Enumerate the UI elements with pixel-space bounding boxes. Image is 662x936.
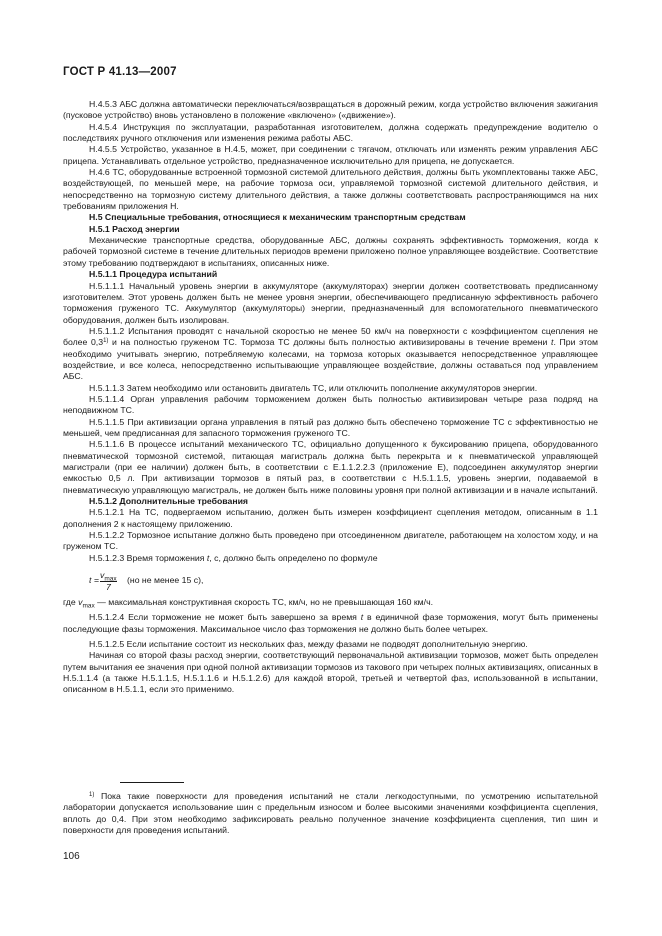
variable-t: t — [206, 552, 210, 563]
paragraph-h455: Н.4.5.5 Устройство, указанное в Н.4.5, может, при соединении с тягачом, отключать или изменять режим управления АБС прицепа. Устанавливать отдельное устройство, предназначенное исключительно для прицепа, не допускается. — [63, 144, 598, 166]
formula-note: (но не менее 15 с), — [127, 575, 204, 586]
paragraph-h5121: Н.5.1.2.1 На ТС, подвергаемом испытанию, должен быть измерен коэффициент сцепления методом, описанным в 1.1 дополнения 2 к настоящему приложению. — [63, 507, 598, 529]
text-run: и на полностью груженом ТС. Тормоза ТС должны быть полностью активизированы в течение времени — [108, 337, 552, 348]
formula-denominator: 7 — [106, 582, 111, 593]
page-number: 106 — [63, 851, 80, 862]
variable-t: t — [360, 612, 364, 623]
formula-explanation — [63, 597, 598, 612]
text-run: Пока такие поверхности для проведения испытаний не стали легкодоступными, по усмотрению испытательной лаборатории допускается использование шин с предельным износом и более высокими значениями коэффициента сцепления, вплоть до 0,4. При этом необходимо зафиксировать реально полученное значение коэффициента сцепления, тип шин и поверхности для проведения испытаний. — [63, 791, 598, 836]
braking-time-formula — [63, 568, 598, 596]
section-heading-h512: Н.5.1.2 Дополнительные требования — [89, 496, 248, 507]
paragraph-h453: Н.4.5.3 АБС должна автоматически переключаться/возвращаться в дорожный режим, когда устройство включения зажигания (пусковое устройство) вновь установлено в положение «включено» («движение»). — [63, 99, 598, 121]
paragraph-h51: Механические транспортные средства, оборудованные АБС, должны сохранять эффективность торможения, когда к рабочей тормозной системе в течение длительных периодов времени приложено полное управляющее воздействие. Соответствие этому требованию подтверждают в испытаниях, описанных ниже. — [63, 235, 598, 268]
paragraph-h5122: Н.5.1.2.2 Тормозное испытание должно быть проведено при отсоединенном двигателе, работающем на холостом ходу, и на груженом ТС. — [63, 530, 598, 552]
paragraph-h5124 — [63, 612, 598, 635]
paragraph-h5113: Н.5.1.1.3 Затем необходимо или остановить двигатель ТС, или отключить пополнение аккумуляторов энергии. — [89, 382, 538, 393]
document-header: ГОСТ Р 41.13—2007 — [63, 66, 177, 78]
numerator-var: v — [100, 570, 105, 581]
formula-lhs: t = — [89, 575, 99, 586]
paragraph-h5111: Н.5.1.1.1 Начальный уровень энергии в аккумуляторе (аккумуляторах) энергии должен соответствовать предписанному изготовителем. Этот уровень должен быть не менее уровня энергии, обеспечивающего предписанную эффективность рабочего торможения груженого ТС. Аккумулятор (аккумуляторы) энергии, предназначенный для вспомогательного пневматического оборудования, должен быть изолирован. — [63, 280, 598, 325]
paragraph-h5123 — [63, 553, 598, 564]
paragraph-h5125: Н.5.1.2.5 Если испытание состоит из нескольких фаз, между фазами не подводят дополнительную энергию. — [89, 638, 528, 649]
text-run: где — [63, 597, 79, 608]
text-run: , с, должно быть определено по формуле — [209, 552, 378, 563]
footnote-ref: 1) — [103, 338, 109, 345]
text-run: Н.5.1.2.4 Если торможение не может быть завершено за время — [89, 612, 361, 623]
footnote-separator — [120, 782, 184, 783]
paragraph-h46: Н.4.6 ТС, оборудованные встроенной тормозной системой длительного действия, должны быть укомплектованы также АБС, воздействующей, по меньшей мере, на рабочие тормоза оси, управляемой тормозной системой длительного действия, и непосредственно на тормозную систему длительного действия, а также должны соответствовать распространяющимся на них требованиям приложения Н. — [63, 167, 598, 212]
numerator-sub: max — [104, 575, 117, 583]
variable-t: t — [551, 337, 554, 348]
footnote-text — [63, 791, 598, 836]
text-run: . При этом необходимо учитывать энергию, потребляемую колесами, на тормоза которых оказывается непосредственное управляющее воздействие, и все колеса, непосредственно испытывающие управляющее воздействие, должны оставаться под управлением АБС. — [63, 337, 598, 382]
paragraph-h454: Н.4.5.4 Инструкция по эксплуатации, разработанная изготовителем, должна содержать предупреждение водителю о последствиях ручного отключения или изменения режима работы АБС. — [63, 121, 598, 144]
text-run: Н.5.1.2.3 Время торможения — [89, 552, 207, 563]
variable-v: v — [78, 597, 83, 608]
text-run: Н.5.1.1.2 Испытания проводят с начальной скоростью не менее 50 км/ч на поверхности с коэффициентом сцепления не более 0,3 — [63, 325, 598, 348]
text-run: — максимальная конструктивная скорость ТС, км/ч, но не превышающая 160 км/ч. — [94, 597, 434, 608]
section-heading-h51: Н.5.1 Расход энергии — [89, 223, 180, 234]
variable-sub: max — [82, 602, 95, 610]
section-heading-h5: Н.5 Специальные требования, относящиеся к механическим транспортным средствам — [89, 212, 466, 223]
body-text — [63, 99, 598, 696]
paragraph-h5115: Н.5.1.1.5 При активизации органа управления в пятый раз должно быть обеспечено торможение ТС с эффективностью не меньшей, чем предписанная для запасного торможения груженого ТС. — [63, 416, 598, 438]
paragraph-h5114: Н.5.1.1.4 Орган управления рабочим торможением должен быть полностью активизирован четыре раза подряд на неподвижном ТС. — [63, 393, 598, 416]
paragraph-h5112 — [63, 326, 598, 383]
formula-fraction — [92, 570, 118, 592]
paragraph-h5116: Н.5.1.1.6 В процессе испытаний механического ТС, официально допущенного к буксированию прицепа, оборудованного пневматической тормозной системой, питающая магистраль должна быть перекрыта и к пневматической управляющей магистрали (при ее наличии) должен быть, в соответствии с Е.1.1.2.2.3 (приложение Е), подсоединен аккумулятор энергии емкостью 0,5 л. При активизации тормозов в пятый раз, в соответствии с Н.5.1.1.5, уровень энергии, подаваемой в пневматическую управляющую магистраль, не должен быть ниже половины уровня при полной активизации и в начале испытаний. — [63, 439, 598, 495]
paragraph-h5125-cont: Начиная со второй фазы расход энергии, соответствующий первоначальной активизации тормозов, может быть определен путем вычитания ее значения при одной полной активизации тормозов из такового при четырех полных активизациях, описанных в Н.5.1.1.4 (а также Н.5.1.1.5, Н.5.1.1.6 и Н.5.1.2.6) для каждой второй, третьей и четвертой фаз, использованной в испытании, описанном в Н.5.1.1, если это применимо. — [63, 650, 598, 695]
footnote — [63, 791, 598, 836]
text-run: в единичной фазе торможения, могут быть применены последующие фазы торможения. Максимальное число фаз торможения не должно быть более четырех. — [63, 612, 599, 634]
footnote-mark: 1) — [89, 792, 95, 798]
section-heading-h511: Н.5.1.1 Процедура испытаний — [89, 269, 218, 280]
